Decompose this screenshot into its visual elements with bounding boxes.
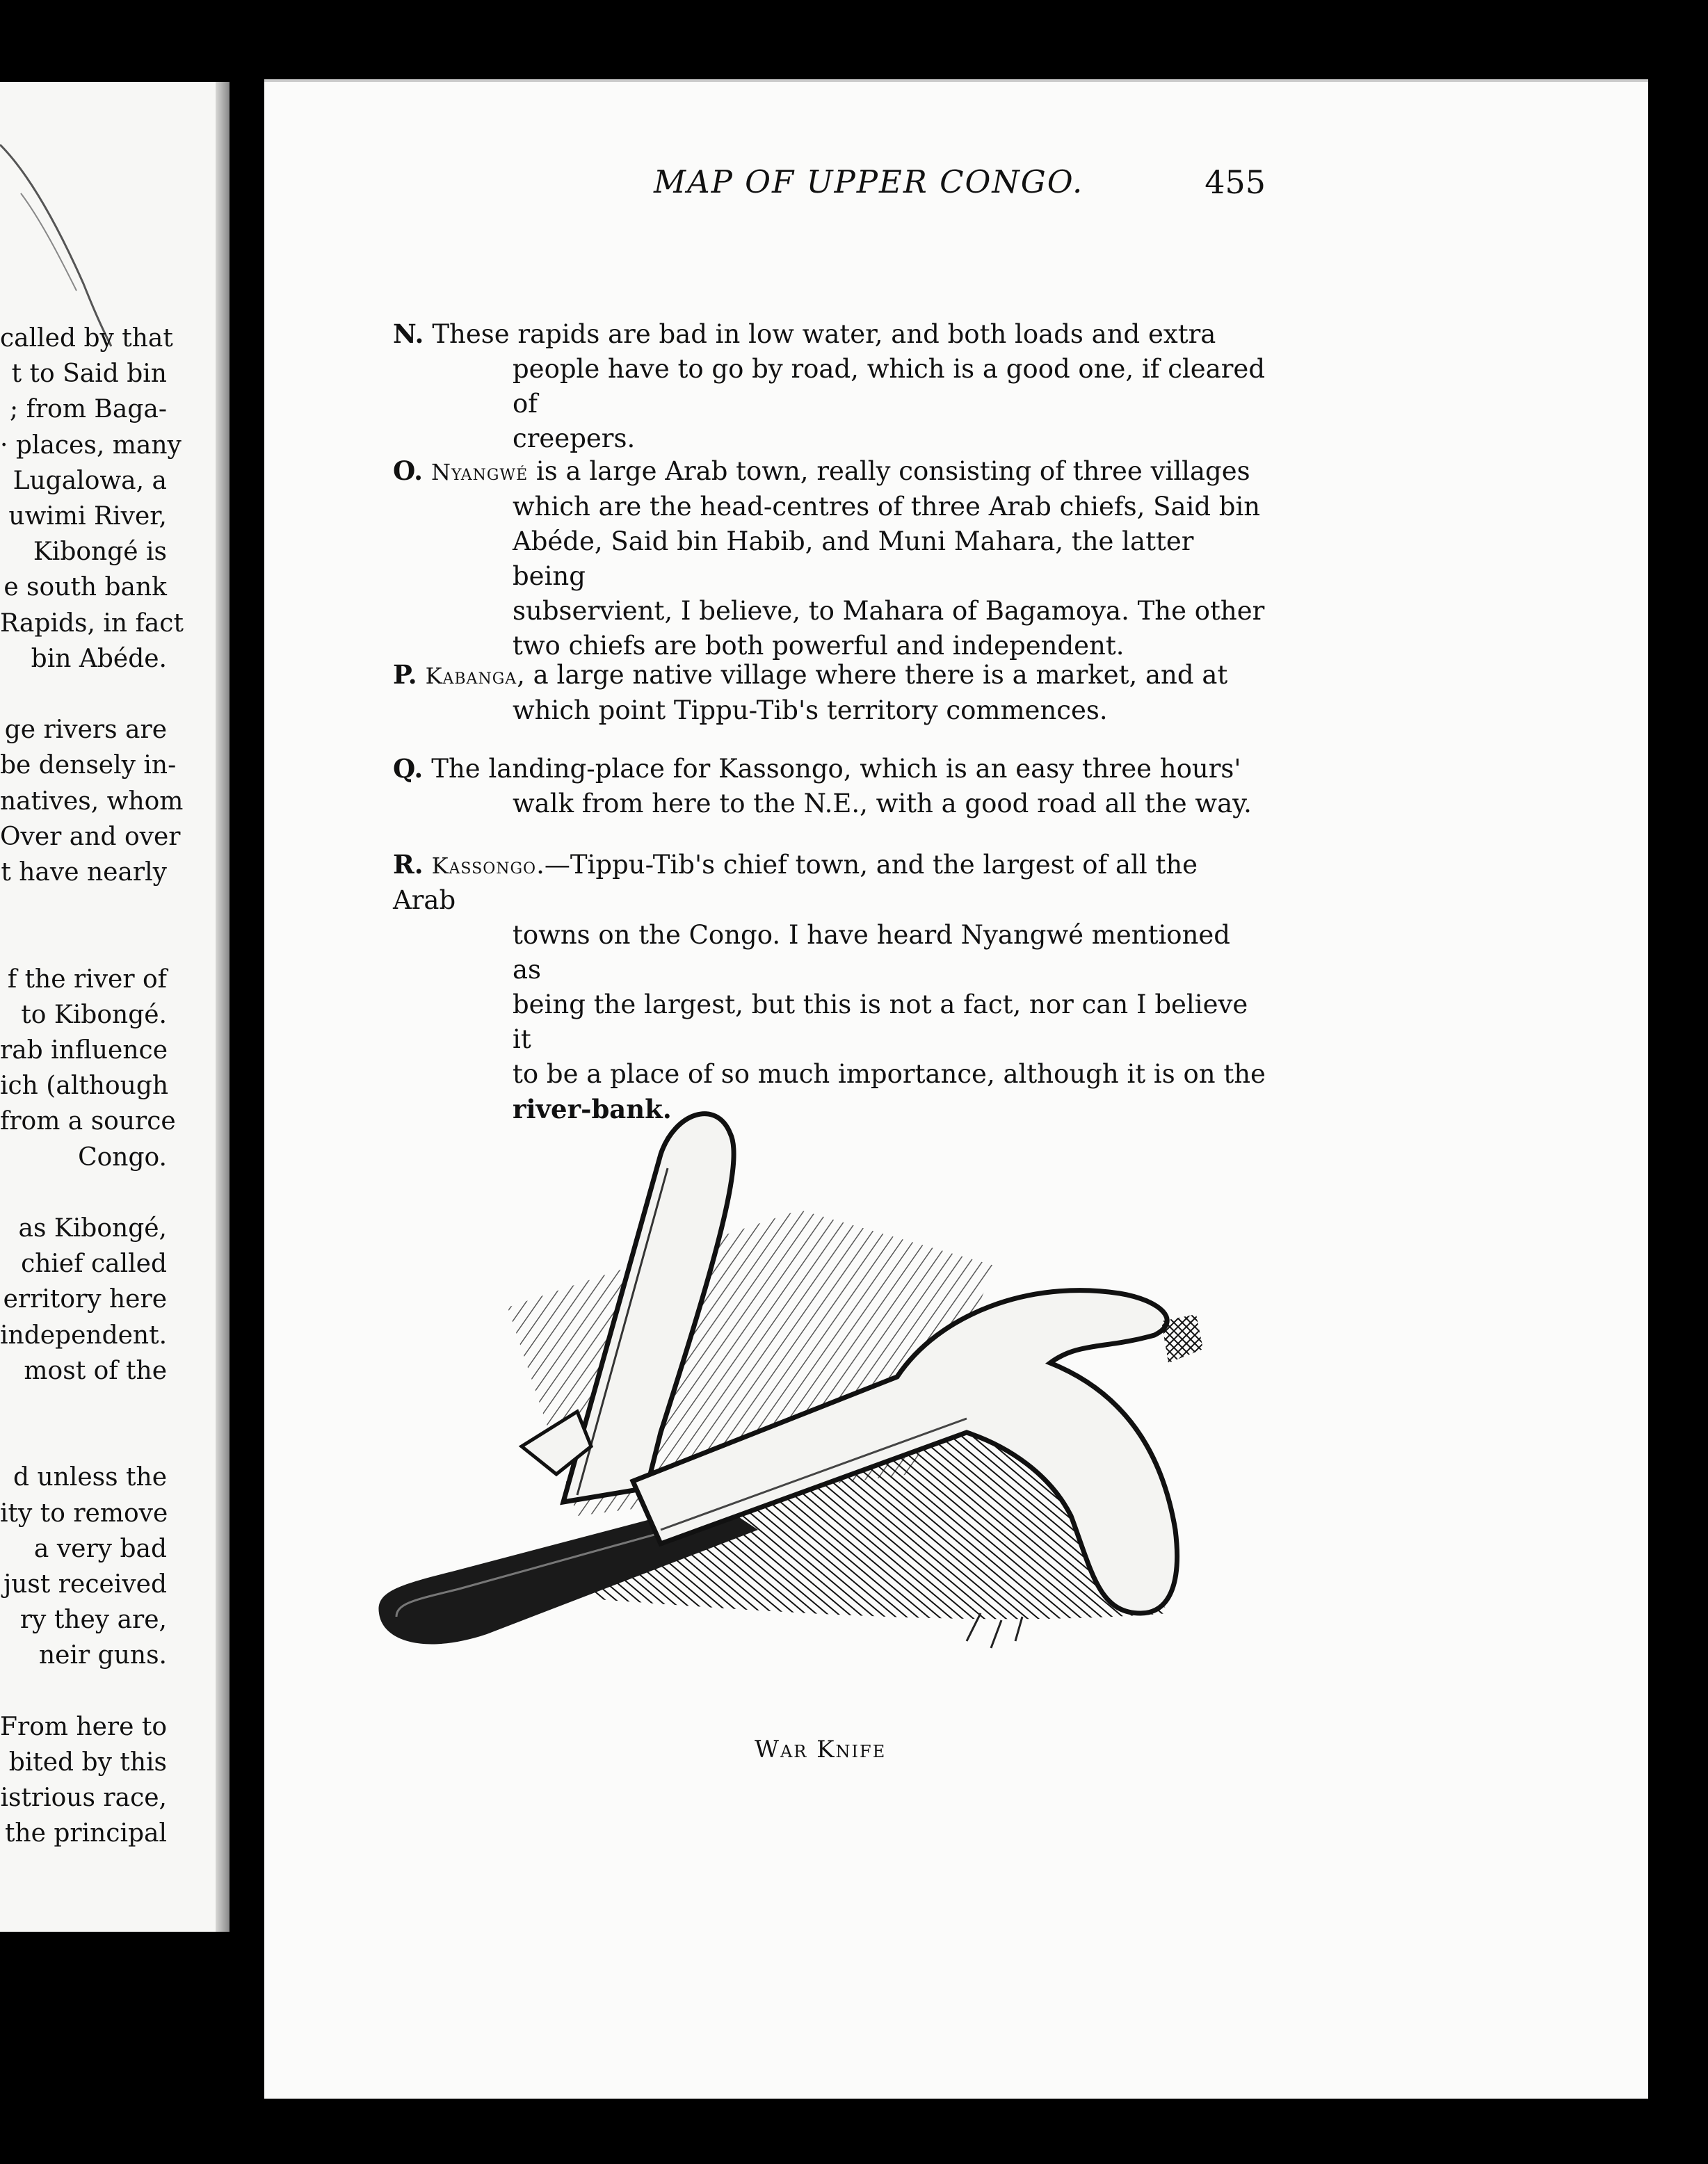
entry-q	[393, 751, 1266, 821]
left-page-line: From here to	[0, 1712, 168, 1741]
left-page-line: Congo.	[78, 1142, 167, 1172]
left-page-line: natives, whom	[0, 786, 184, 816]
left-page-line: erritory here	[3, 1285, 167, 1314]
left-page-line: ry they are,	[19, 1606, 167, 1635]
left-page-line: t to Said bin	[11, 360, 167, 389]
left-facing-page	[0, 82, 229, 1932]
page-number: 455	[1205, 163, 1266, 201]
entry-line: creepers.	[513, 423, 636, 453]
entry-line: These rapids are bad in low water, and both loads and extra	[432, 319, 1216, 349]
entry-n	[393, 316, 1266, 456]
entry-line: to be a place of so much importance, although it is on the	[513, 1059, 1266, 1089]
entry-line: people have to go by road, which is a good one, if cleared of	[513, 354, 1266, 419]
entry-o	[393, 453, 1266, 663]
entry-place-name: Kabanga	[425, 663, 517, 689]
entry-line: Abéde, Said bin Habib, and Muni Mahara, the latter being	[513, 526, 1194, 591]
left-page-line: t have nearly	[1, 858, 167, 887]
left-page-map-line	[0, 82, 229, 360]
war-knife-illustration-icon	[369, 1085, 1294, 1711]
entry-letter: R.	[393, 849, 424, 880]
entry-line: which point Tippu-Tib's territory commences.	[513, 695, 1108, 725]
left-page-line: ity to remove	[0, 1499, 168, 1528]
entry-line: .—Tippu-Tib's chief town, and the largest of all the Arab	[393, 850, 1198, 915]
entry-p	[393, 657, 1266, 728]
entry-letter: P.	[393, 659, 417, 690]
left-page-line: neir guns.	[39, 1641, 167, 1670]
left-page-line: bited by this	[8, 1748, 167, 1777]
left-page-line: the principal	[4, 1819, 167, 1848]
gutter-shadow	[216, 82, 229, 1932]
entry-line: being the largest, but this is not a fact, nor can I believe it	[513, 990, 1248, 1054]
left-page-line: chief called	[21, 1250, 167, 1279]
left-page-line: to Kibongé.	[21, 1000, 167, 1029]
left-page-line: bin Abéde.	[31, 644, 167, 673]
left-page-line: ge rivers are	[4, 716, 167, 745]
entry-place-name: Kassongo	[431, 853, 537, 879]
page-header	[389, 163, 1266, 212]
left-page-line: just received	[3, 1570, 167, 1599]
left-page-line: a very bad	[33, 1534, 167, 1563]
entry-letter: Q.	[393, 753, 424, 784]
left-page-line: rab influence	[0, 1036, 168, 1065]
left-page-line: f the river of	[7, 964, 167, 994]
left-page-line: e south bank	[3, 573, 167, 602]
left-page-line: uwimi River,	[8, 502, 167, 531]
entry-line: subservient, I believe, to Mahara of Bagamoya. The other	[513, 596, 1265, 626]
left-page-line: most of the	[24, 1356, 167, 1385]
entry-letter: N.	[393, 318, 424, 349]
entry-letter: O.	[393, 455, 423, 486]
entry-line: , a large native village where there is a market, and at	[517, 660, 1228, 690]
left-page-line: d unless the	[13, 1463, 167, 1492]
left-page-line: Kibongé is	[33, 538, 167, 567]
entry-line: is a large Arab town, really consisting of three villages	[528, 456, 1250, 486]
entry-line: walk from here to the N.E., with a good road all the way.	[513, 789, 1252, 818]
entry-line: two chiefs are both powerful and independent.	[513, 631, 1125, 661]
entry-place-name: Nyangwé	[430, 459, 529, 485]
left-page-line: be densely in-	[0, 751, 177, 780]
left-page-line: ; from Baga-	[10, 395, 167, 424]
running-head: MAP OF UPPER CONGO.	[654, 163, 1084, 200]
entry-line: The landing-place for Kassongo, which is an easy three hours'	[431, 754, 1241, 784]
left-page-line: Rapids, in fact	[0, 608, 184, 638]
left-page-line: from a source	[0, 1107, 176, 1136]
entry-line: towns on the Congo. I have heard Nyangwé mentioned as	[513, 920, 1230, 985]
left-page-line: · places, many	[0, 430, 182, 460]
left-page-line: independent.	[0, 1321, 168, 1350]
left-page-line: ich (although	[0, 1072, 169, 1101]
left-page-line: Lugalowa, a	[13, 466, 167, 495]
left-page-line: as Kibongé,	[18, 1214, 167, 1243]
left-page-line: called by that	[0, 324, 173, 353]
left-page-line: istrious race,	[0, 1784, 167, 1813]
entry-line: which are the head-centres of three Arab chiefs, Said bin	[513, 492, 1261, 522]
entry-line: river-bank.	[513, 1094, 672, 1124]
illustration-caption: War Knife	[755, 1736, 887, 1763]
left-page-line: Over and over	[0, 822, 181, 851]
